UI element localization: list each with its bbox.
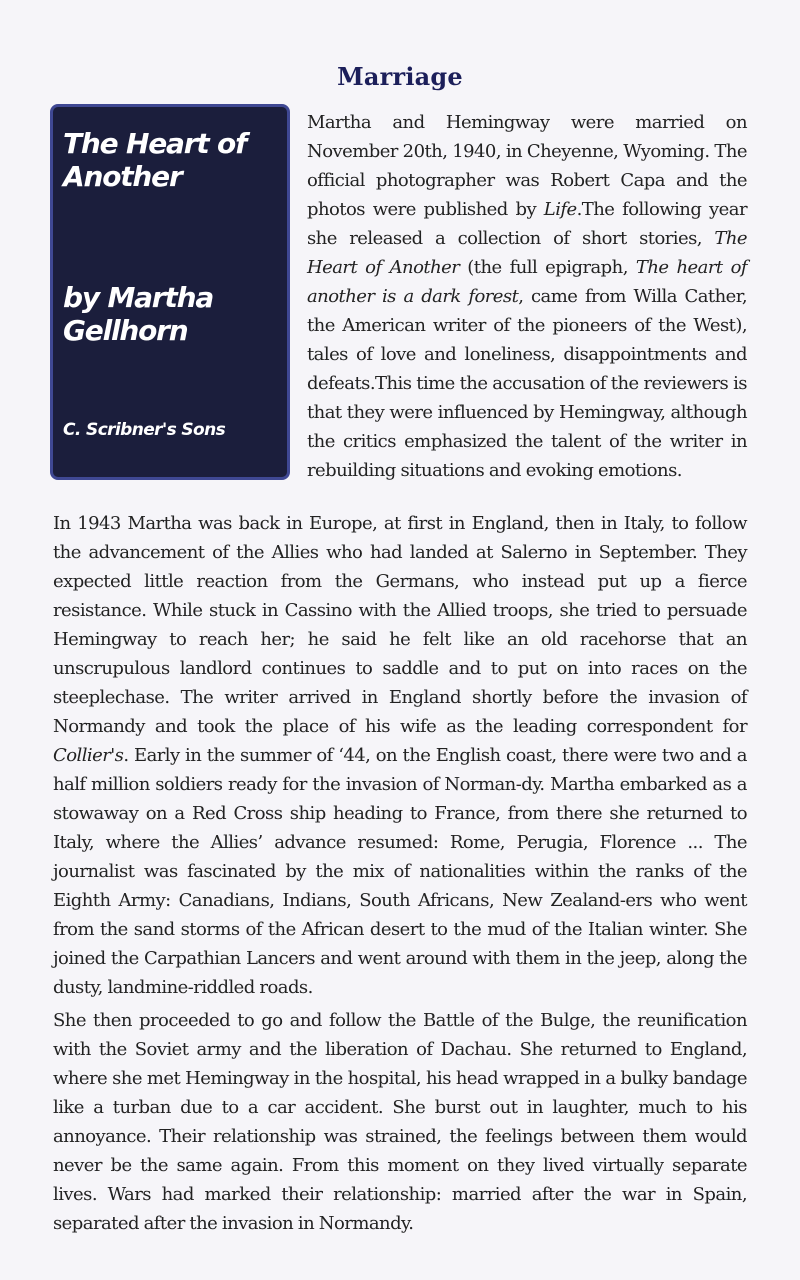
paragraph-text: , came from Willa Cather, the American writer of the pioneers of the West), tales of love and loneliness, disappointments and defeats.This time the accusation of the reviewers is that they were influenced by Hemingway, although the critics emphasized the talent of the writer in rebuilding situations and evoking emotions. [307,286,747,481]
book-cover-image [50,104,290,480]
paragraph-text: .The following year she released a collection of short stories, [307,199,747,249]
magazine-title-life: Life [543,199,577,220]
paragraph-text: (the full epigraph, [459,257,636,278]
paragraph-text: Martha and Hemingway were married on November 20th, 1940, in Cheyenne, Wyoming. The official photographer was Robert Capa and the photos were published by [307,112,747,220]
book-cover-publisher: C. Scribner's Sons [63,420,226,440]
book-title-heart-of-another: The Heart of Another [307,228,747,278]
book-cover-title: The Heart of Another [63,127,247,193]
book-cover-author: by Martha Gellhorn [63,281,214,347]
page-title: Marriage [337,62,463,92]
paragraph-2 [53,509,747,1002]
paragraph-3 [53,1006,747,1238]
epigraph-quote: The heart of another is a dark forest [307,257,747,307]
paragraph-text: . Early in the summer of ‘44, on the English coast, there were two and a half million soldiers ready for the invasion of Norman-dy. Martha embarked as a stowaway on a Red Cross ship heading to France, from there she returned to Italy, where the Allies’ advance resumed: Rome, Perugia, Florence ... The journalist was fascinated by the mix of nationalities within the ranks of the Eighth Army: Canadians, Indians, South Africans, New Zealand-ers who went from the sand storms of the African desert to the mud of the Italian winter. She joined the Carpathian Lancers and went around with them in the jeep, along the dusty, landmine-riddled roads. [53,745,747,998]
paragraph-text: In 1943 Martha was back in Europe, at first in England, then in Italy, to follow the advancement of the Allies who had landed at Salerno in September. They expected little reaction from the Germans, who instead put up a fierce resistance. While stuck in Cassino with the Allied troops, she tried to persuade Hemingway to reach her; he said he felt like an old racehorse that an unscrupulous landlord continues to saddle and to put on into races on the steeplechase. The writer arrived in England shortly before the invasion of Normandy and took the place of his wife as the leading correspondent for [53,513,747,737]
paragraph-text: She then proceeded to go and follow the Battle of the Bulge, the reunification with the Soviet army and the liberation of Dachau. She returned to England, where she met Hemingway in the hospital, his head wrapped in a bulky bandage like a turban due to a car accident. She burst out in laughter, much to his annoyance. Their relationship was strained, the feelings between them would never be the same again. From this moment on they lived virtually separate lives. Wars had marked their relationship: married after the war in Spain, separated after the invasion in Normandy. [53,1010,747,1234]
paragraph-1 [307,108,747,485]
magazine-title-colliers: Collier's [53,745,124,766]
